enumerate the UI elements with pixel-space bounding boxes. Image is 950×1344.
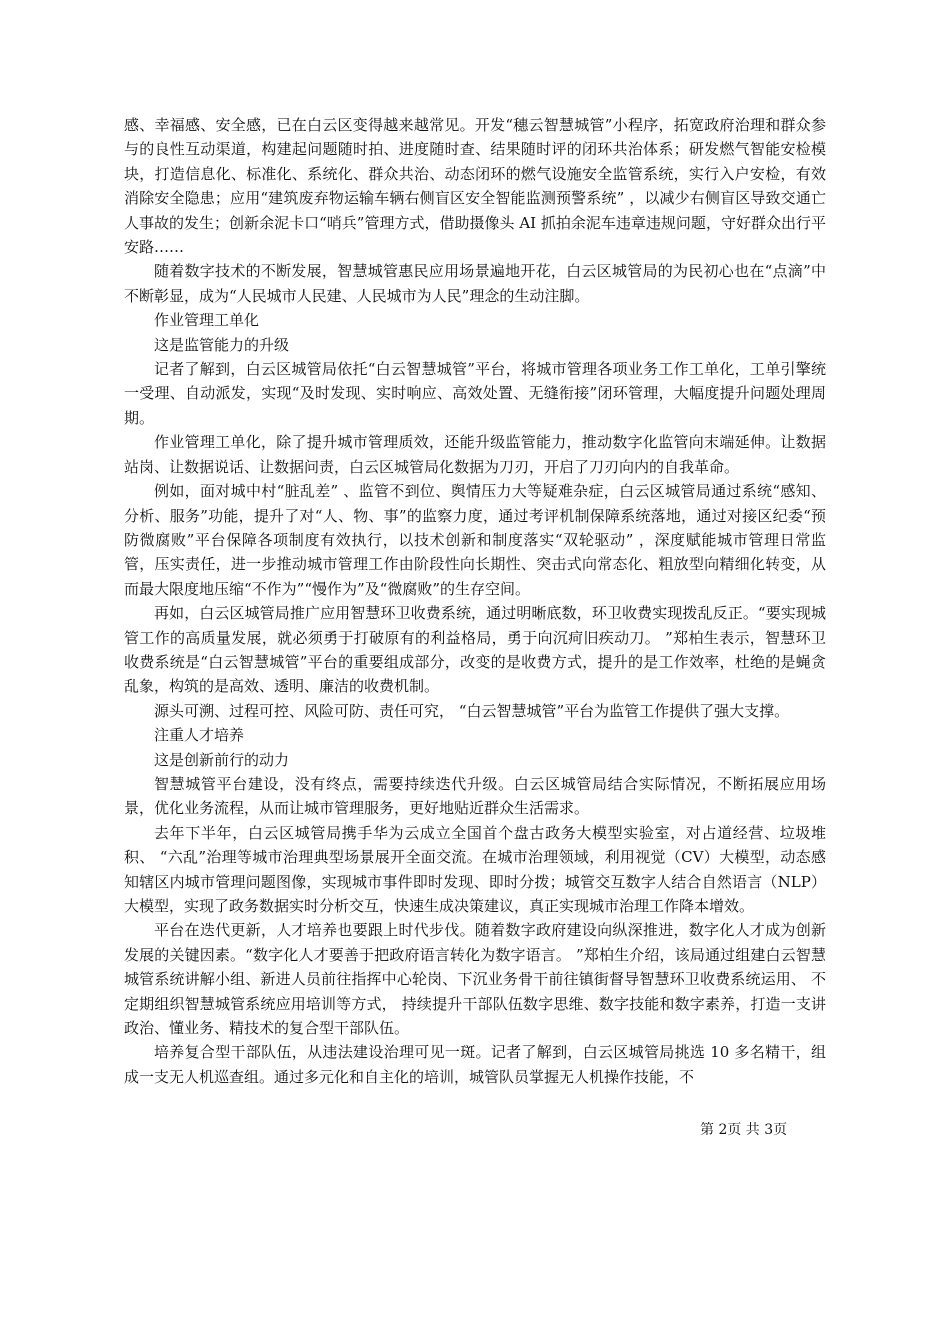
paragraph: 例如，面对城中村“脏乱差” 、监管不到位、舆情压力大等疑难杂症，白云区城管局通过系统“感知、分析、服务”功能，提升了对“人、物、事”的监察力度，通过考评机制保障系统落地，通过对接区纪委“预防微腐败”平台保障各项制度有效执行，以技术创新和制度落实“双轮驱动” ，深度赋能城市管理日常监管，压实责任，进一步推动城市管理工作由阶段性向长期性、突击式向常态化、粗放型向精细化转变，从而最大限度地压缩“不作为”“慢作为”及“微腐败”的生存空间。 bbox=[124, 482, 826, 598]
page-number-footer: 第 2页 共 3页 bbox=[700, 1122, 788, 1138]
paragraph: 作业管理工单化，除了提升城市管理质效，还能升级监管能力，推动数字化监管向末端延伸。让数据站岗、让数据说话、让数据问责，白云区城管局化数据为刀刃，开启了刀刃向内的自我革命。 bbox=[124, 433, 826, 476]
paragraph: 去年下半年，白云区城管局携手华为云成立全国首个盘古政务大模型实验室，对占道经营、垃圾堆积、 “六乱”治理等城市治理典型场景展开全面交流。在城市治理领域，利用视觉（CV）大模型，动态感知辖区内城市管理问题图像，实现城市事件即时发现、即时分拨；城管交互数字人结合自然语言（NLP）大模型，实现了政务数据实时分析交互，快速生成决策建议，真正实现城市治理工作降本增效。 bbox=[124, 823, 826, 915]
section-heading: 注重人才培养 bbox=[154, 726, 245, 745]
paragraph: 智慧城管平台建设，没有终点，需要持续迭代升级。白云区城管局结合实际情况，不断拓展应用场景，优化业务流程，从而让城市管理服务，更好地贴近群众生活需求。 bbox=[124, 774, 826, 818]
paragraph-continued: 感、幸福感、安全感，已在白云区变得越来越常见。开发“穗云智慧城管”小程序，拓宽政府治理和群众参与的良性互动渠道，构建起问题随时拍、进度随时查、结果随时评的闭环共治体系；研发燃气智能安检模块，打造信息化、标准化、系统化、群众共治、动态闭环的燃气设施安全监管系统，实行入户安检，有效消除安全隐患；应用“建筑废弃物运输车辆右侧盲区安全智能监测预警系统” ，以减少右侧盲区导致交通亡人事故的发生；创新余泥卡口“哨兵”管理方式，借助摄像头 AI 抓拍余泥车违章违规问题，守好群众出行平安路…… bbox=[124, 116, 826, 257]
document-body bbox=[124, 113, 826, 1089]
section-subheading: 这是监管能力的升级 bbox=[154, 335, 290, 354]
section-heading: 作业管理工单化 bbox=[154, 311, 260, 330]
paragraph: 源头可溯、过程可控、风险可防、责任可究， “白云智慧城管”平台为监管工作提供了强大支撑。 bbox=[154, 701, 790, 720]
paragraph: 记者了解到，白云区城管局依托“白云智慧城管”平台，将城市管理各项业务工作工单化，工单引擎统一受理、自动派发，实现“及时发现、实时响应、高效处置、无缝衔接”闭环管理，大幅度提升问题处理周期。 bbox=[124, 360, 826, 427]
paragraph: 培养复合型干部队伍，从违法建设治理可见一斑。记者了解到，白云区城管局挑选 10 多名精干，组成一支无人机巡查组。通过多元化和自主化的培训，城管队员掌握无人机操作技能，不 bbox=[124, 1043, 826, 1086]
paragraph: 平台在迭代更新，人才培养也要跟上时代步伐。随着数字政府建设向纵深推进，数字化人才成为创新发展的关键因素。“数字化人才要善于把政府语言转化为数字语言。 ”郑柏生介绍，该局通过组建白云智慧城管系统讲解小组、新进人员前往指挥中心轮岗、下沉业务骨干前往镇街督导智慧环卫收费系统运用、 不定期组织智慧城管系统应用培训等方式， 持续提升干部队伍数字思维、数字技能和数字素养，打造一支讲政治、懂业务、精技术的复合型干部队伍。 bbox=[124, 921, 826, 1038]
section-subheading: 这是创新前行的动力 bbox=[154, 750, 290, 769]
paragraph: 再如，白云区城管局推广应用智慧环卫收费系统，通过明晰底数，环卫收费实现拨乱反正。“要实现城管工作的高质量发展，就必须勇于打破原有的利益格局，勇于向沉疴旧疾动刀。 ”郑柏生表示，智慧环卫收费系统是“白云智慧城管”平台的重要组成部分，改变的是收费方式，提升的是工作效率，杜绝的是蝇贪乱象，构筑的是高效、透明、廉洁的收费机制。 bbox=[124, 604, 826, 696]
paragraph: 随着数字技术的不断发展，智慧城管惠民应用场景遍地开花，白云区城管局的为民初心也在“点滴”中不断彰显，成为“人民城市人民建、人民城市为人民”理念的生动注脚。 bbox=[124, 262, 826, 305]
